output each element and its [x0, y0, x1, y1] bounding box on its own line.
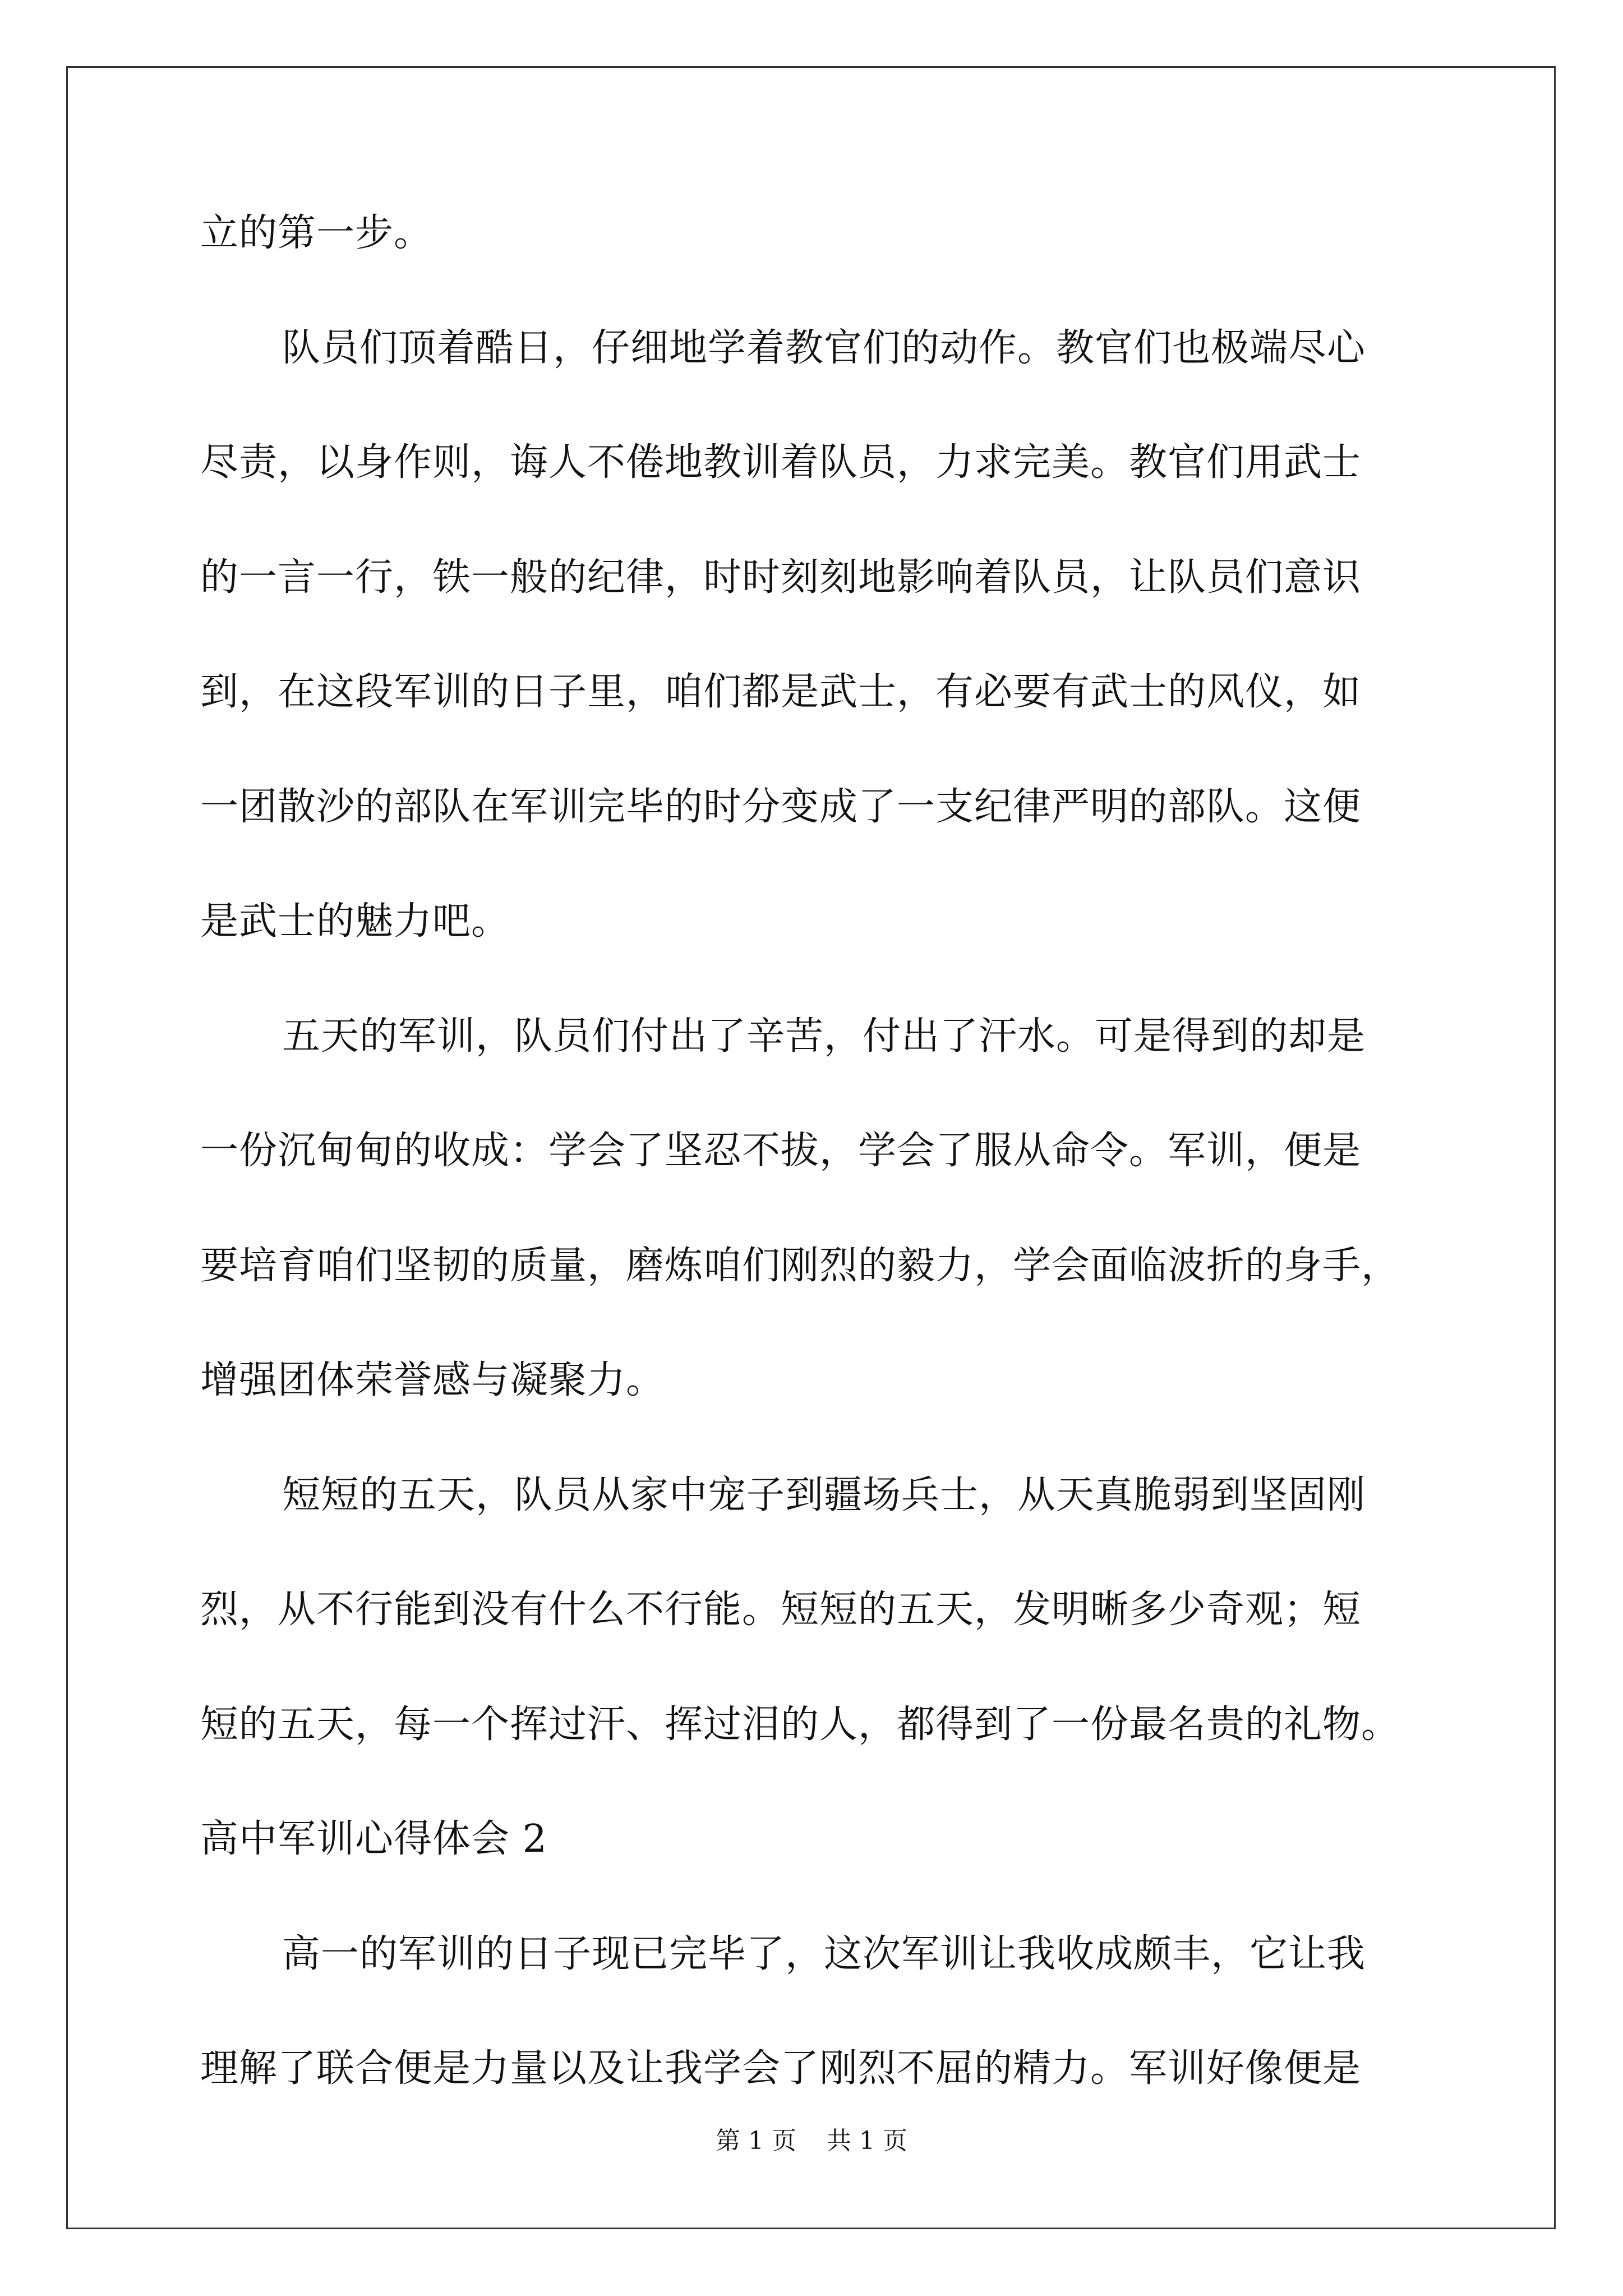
text-line: 理解了联合便是力量以及让我学会了刚烈不屈的精力。军训好像便是 — [200, 2046, 1362, 2091]
text-line: 烈，从不行能到没有什么不行能。短短的五天，发明晰多少奇观；短 — [200, 1588, 1362, 1632]
text-line: 要培育咱们坚韧的质量，磨炼咱们刚烈的毅力，学会面临波折的身手， — [200, 1243, 1400, 1288]
text-line: 增强团体荣誉感与凝聚力。 — [200, 1358, 665, 1402]
text-line: 短的五天，每一个挥过汗、挥过泪的人，都得到了一份最名贵的礼物。 — [200, 1702, 1400, 1747]
text-line: 短短的五天，队员从家中宠子到疆场兵士，从天真脆弱到坚固刚 — [282, 1473, 1366, 1517]
text-line: 是武士的魅力吧。 — [200, 899, 510, 944]
text-line: 立的第一步。 — [200, 211, 433, 255]
text-line: 高一的军训的日子现已完毕了，这次军训让我收成颇丰，它让我 — [282, 1931, 1366, 1976]
text-line: 一团散沙的部队在军训完毕的时分变成了一支纪律严明的部队。这便 — [200, 784, 1362, 829]
document-body — [200, 211, 1434, 2165]
text-line: 一份沉甸甸的收成：学会了坚忍不拔，学会了服从命令。军训，便是 — [200, 1129, 1362, 1173]
page-number-total: 共 1 页 — [827, 2127, 907, 2155]
text-line: 五天的军训，队员们付出了辛苦，付出了汗水。可是得到的却是 — [282, 1014, 1366, 1059]
page-footer — [0, 2129, 1623, 2154]
text-line: 尽责，以身作则，诲人不倦地教训着队员，力求完美。教官们用武士 — [200, 440, 1362, 485]
page-number-current: 第 1 页 — [716, 2127, 796, 2155]
text-line: 队员们顶着酷日，仔细地学着教官们的动作。教官们也极端尽心 — [282, 325, 1366, 370]
text-line: 的一言一行，铁一般的纪律，时时刻刻地影响着队员，让队员们意识 — [200, 555, 1362, 600]
section-heading: 高中军训心得体会 2 — [200, 1817, 547, 1861]
text-line: 到，在这段军训的日子里，咱们都是武士，有必要有武士的风仪，如 — [200, 670, 1362, 714]
